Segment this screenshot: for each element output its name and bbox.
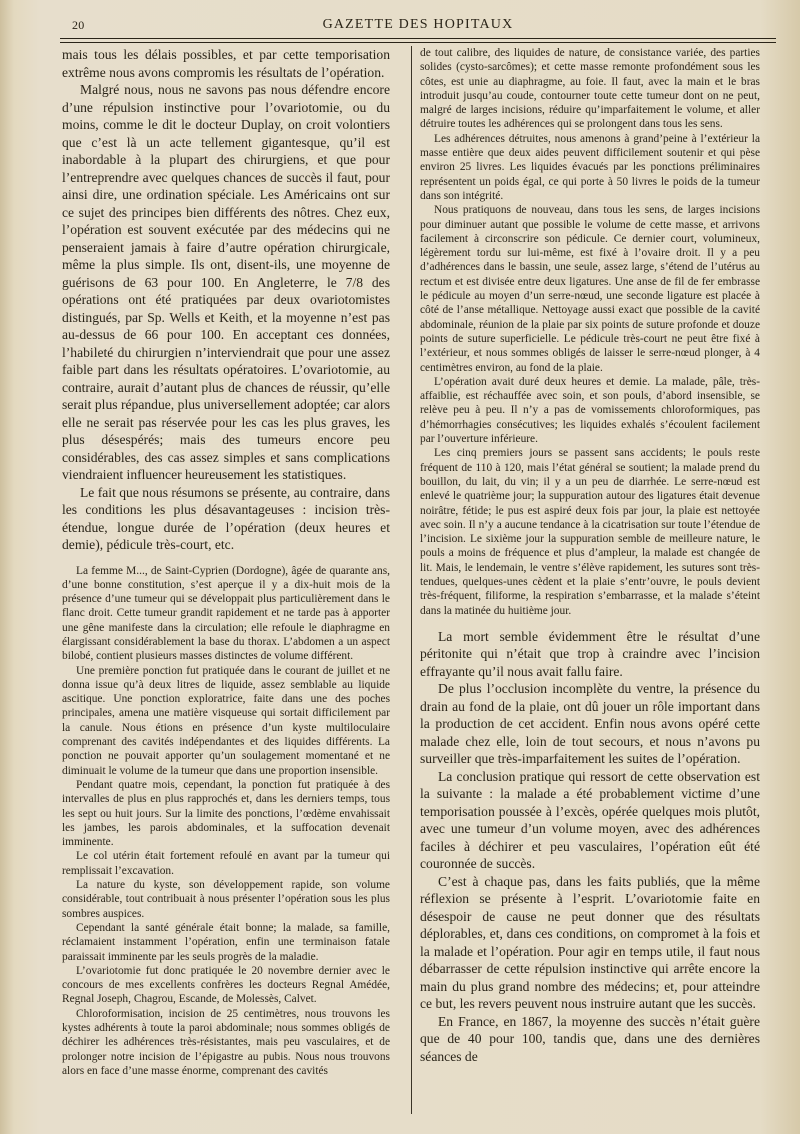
case-report-continued bbox=[420, 46, 760, 618]
column-divider bbox=[411, 46, 412, 1114]
paragraph: La mort semble évidemment être le résultat d’une péritonite qui n’était que trop à craindre avec l’incision effrayante qu’il nous avait fallu faire. bbox=[420, 628, 760, 679]
paragraph: C’est à chaque pas, dans les faits publiés, que la même réflexion se présente à l’esprit. L’ovariotomie faite en désespoir de cause ne peut donner que des résultats déplorables, et, dans ces conditions, on compromet à la fois et la malade et l’opération. Pour agir en temps utile, il faut nous débarrasser de cette répulsion instinctive qui arrête encore la main du plus grand nombre des médecins; et, pour atteindre ce but, les revers peuvent nous instruire autant que les succès. bbox=[420, 873, 760, 1012]
header-rule-thin bbox=[60, 42, 776, 43]
paragraph: Une première ponction fut pratiquée dans le courant de juillet et ne donna issue qu’à deux litres de liquide, assez semblable au liquide ascitique. Une ponction exploratrice, faite dans une des poches principales, amena une matière visqueuse qui sortait difficilement par la canule. Nous étions en présence d’un kyste multiloculaire comprenant des cavités indépendantes et des liquides différents. La ponction ne pouvait apporter qu’un soulagement momentané et ne diminuait le volume de la tumeur que dans une proportion insensible. bbox=[62, 664, 390, 777]
page-header bbox=[60, 14, 776, 36]
paragraph: L’opération avait duré deux heures et demie. La malade, pâle, très-affaiblie, est réchauffée avec soin, et son pouls, d’abord insensible, se relève peu à peu. Il n’y a pas de vomissements chloroformiques, pas d’hémorrhagies consécutives; les liquides exhalés s’écoulent facilement par l’ouverture inférieure. bbox=[420, 375, 760, 446]
paragraph: mais tous les délais possibles, et par cette temporisation extrême nous avons compromis les résultats de l’opération. bbox=[62, 47, 390, 80]
paragraph: Chloroformisation, incision de 25 centimètres, nous trouvons les kystes adhérents à toute la paroi abdominale; nous sommes obligés de déchirer les adhérences très-résistantes, mais peu vasculaires, et de prolonger notre incision de l’épigastre au pubis. Nous nous trouvons alors en face d’une masse énorme, comprenant des cavités bbox=[62, 1007, 390, 1077]
left-column bbox=[62, 46, 390, 1078]
paragraph: Cependant la santé générale était bonne; la malade, sa famille, réclamaient instamment l’opération, enfin une terminaison fatale paraissait imminente par les seuls progrès de la maladie. bbox=[62, 921, 390, 963]
paragraph: L’ovariotomie fut donc pratiquée le 20 novembre dernier avec le concours de mes excellents confrères les docteurs Regnal Amédée, Regnal Joseph, Chagrou, Escande, de Molessès, Calvet. bbox=[62, 964, 390, 1006]
paragraph: De plus l’occlusion incomplète du ventre, la présence du drain au fond de la plaie, ont dû jouer un rôle important dans la production de cet accident. Enfin nous avons opéré cette malade chez elle, loin de tout secours, et nous n’avons pu surveiller que très-imparfaitement les suites de l’opération. bbox=[420, 681, 760, 767]
paragraph: de tout calibre, des liquides de nature, de consistance variée, des parties solides (cysto-sarcômes); et cette masse remonte profondément sous les côtes, est unie au diaphragme, au foie. Il faut, avec la main et le bras introduit jusqu’au coude, contourner toute cette tumeur dont on ne peut, malgré de larges incisions, réduire qu’imparfaitement le volume, et aller détruire toutes les adhérences qui se prolongent dans tous les sens. bbox=[420, 47, 760, 131]
paragraph: Pendant quatre mois, cependant, la ponction fut pratiquée à des intervalles de plus en plus rapprochés et, dans les derniers temps, tous les sept ou huit jours. Sur la limite des ponctions, l’œdème envahissait les jambes, les parois abdominales, et la suffocation devenait imminente. bbox=[62, 778, 390, 849]
paragraph: La nature du kyste, son développement rapide, son volume considérable, tout contribuait à nous présenter l’opération sous les plus sombres auspices. bbox=[62, 879, 390, 920]
paragraph: Les adhérences détruites, nous amenons à grand’peine à l’extérieur la masse entière que deux aides peuvent difficilement soutenir et qui pèse environ 25 livres. Les liquides évacués par les ponctions préliminaires représentent un poids égal, ce qui porte à 50 livres le poids de la tumeur dans son intégrité. bbox=[420, 132, 760, 202]
paragraph: En France, en 1867, la moyenne des succès n’était guère que de 40 pour 100, tandis que, dans une des dernières séances de bbox=[420, 1013, 760, 1064]
paragraph: Le col utérin était fortement refoulé en avant par la tumeur qui remplissait l’excavation. bbox=[62, 850, 390, 877]
paragraph: La femme M..., de Saint-Cyprien (Dordogne), âgée de quarante ans, d’une bonne constitution, s’est aperçue il y a dix-huit mois de la présence d’une tumeur qui se développait plus particulièrement dans le flanc droit. Cette tumeur grandit rapidement et ne tarde pas à apporter une gêne manifeste dans la circulation; elle refoule le diaphragme en élargissant considérablement la base du thorax. L’abdomen a un aspect bilobé, contient plusieurs masses distinctes de volume différent. bbox=[62, 564, 390, 663]
conclusion-section bbox=[420, 628, 760, 1066]
paragraph: Les cinq premiers jours se passent sans accidents; le pouls reste fréquent de 110 à 120, mais l’état général se soutient; la malade prend du bouillon, du lait, du vin; il y a un peu de diarrhée. Le serre-nœud est enlevé le quatrième jour; la suppuration autour des ligatures était devenue noirâtre, fétide; le pus est aspiré deux fois par jour, la plaie est nettoyée avec soin. Il n’y a aucune tendance à la cicatrisation sur toute l’étendue de l’incision. Le sixième jour la suppuration semble de meilleure nature, le pouls a moins de fréquence et plus d’ampleur, la malade est changée de lit. Mais, le lendemain, le ventre s’élève rapidement, les sutures sont très-tendues, quelques-unes cèdent et la plaie s’entr’ouvre, le pouls devient très-fréquent, filiforme, la respiration s’embarrasse, et la malade s’éteint dans la matinée du huitième jour. bbox=[420, 447, 760, 617]
right-column bbox=[420, 46, 760, 1065]
paragraph: Le fait que nous résumons se présente, au contraire, dans les conditions les plus désavantageuses : incision très-étendue, longue durée de l’opération (deux heures et demie), pédicule très-court, etc. bbox=[62, 484, 390, 552]
paragraph: La conclusion pratique qui ressort de cette observation est la suivante : la malade a été probablement victime d’une temporisation poussée à l’excès, opérée quelques mois plutôt, avec une tumeur d’un volume moyen, avec des adhérences faciles à déchirer et peu vasculaires, l’opération eût été couronnée de succès. bbox=[420, 768, 760, 872]
journal-title: GAZETTE DES HOPITAUX bbox=[322, 17, 514, 32]
page-number: 20 bbox=[72, 18, 85, 32]
case-report-section bbox=[62, 564, 390, 1079]
left-intro-section bbox=[62, 46, 390, 554]
header-rule bbox=[60, 38, 776, 39]
paragraph: Malgré nous, nous ne savons pas nous défendre encore d’une répulsion instinctive pour l’ovariotomie, ou du moins, comme le dit le docteur Duplay, on croit volontiers que c’est là un acte tellement gigantesque, qu’il est inabordable à la plupart des chirurgiens, et que pour l’entreprendre avec quelques chances de succès il faut, pour ainsi dire, une ordination spéciale. Les Américains ont sur ce sujet des principes bien différents des nôtres. Chez eux, l’opération est souvent exécutée par des médecins qui ne penseraient jamais à faire d’autre opération chirurgicale, même la plus simple. Ils ont, disent-ils, une moyenne de guérisons de 63 pour 100. En Angleterre, le 7/8 des opérations ont été pratiquées par deux ovariotomistes distingués, par Sp. Wells et Keith, et la moyenne n’est pas au-dessus de 66 pour 100. En acceptant ces données, l’habileté du chirurgien n’interviendrait que pour une assez faible part dans les résultats opératoires. L’ovariotomie, au contraire, aurait d’autant plus de chances de réussir, qu’elle serait plus répandue, plus universellement adoptée; car alors elle ne serait pas réservée pour les cas les plus graves, les plus désespérés; mais des tumeurs encore peu considérables, des cas assez simples et sans complications viendraient influencer heureusement les statistiques. bbox=[62, 82, 390, 482]
paragraph: Nous pratiquons de nouveau, dans tous les sens, de larges incisions pour diminuer autant que possible le volume de cette masse, et arrivons facilement à circonscrire son pédicule. Ce dernier court, volumineux, légèrement tordu sur lui-même, est fixé à l’ovaire droit. Il y a peu d’adhérences dans le bassin, une seule, assez large, s’étend de l’utérus au rectum et est divisée entre deux ligatures. Une anse de fil de fer embrasse le pédicule au moyen d’un serre-nœud, une seconde ligature est placée à côté de l’anse métallique. Nettoyage aussi exact que possible de la cavité abdominale, réunion de la plaie par six points de suture profonde et douze points de suture superficielle. Le pédicule très-court ne peut être fixé à l’extérieur, et nous sommes obligés de laisser le serre-nœud plonger, à 4 centimètres environ, au fond de la plaie. bbox=[420, 204, 760, 374]
